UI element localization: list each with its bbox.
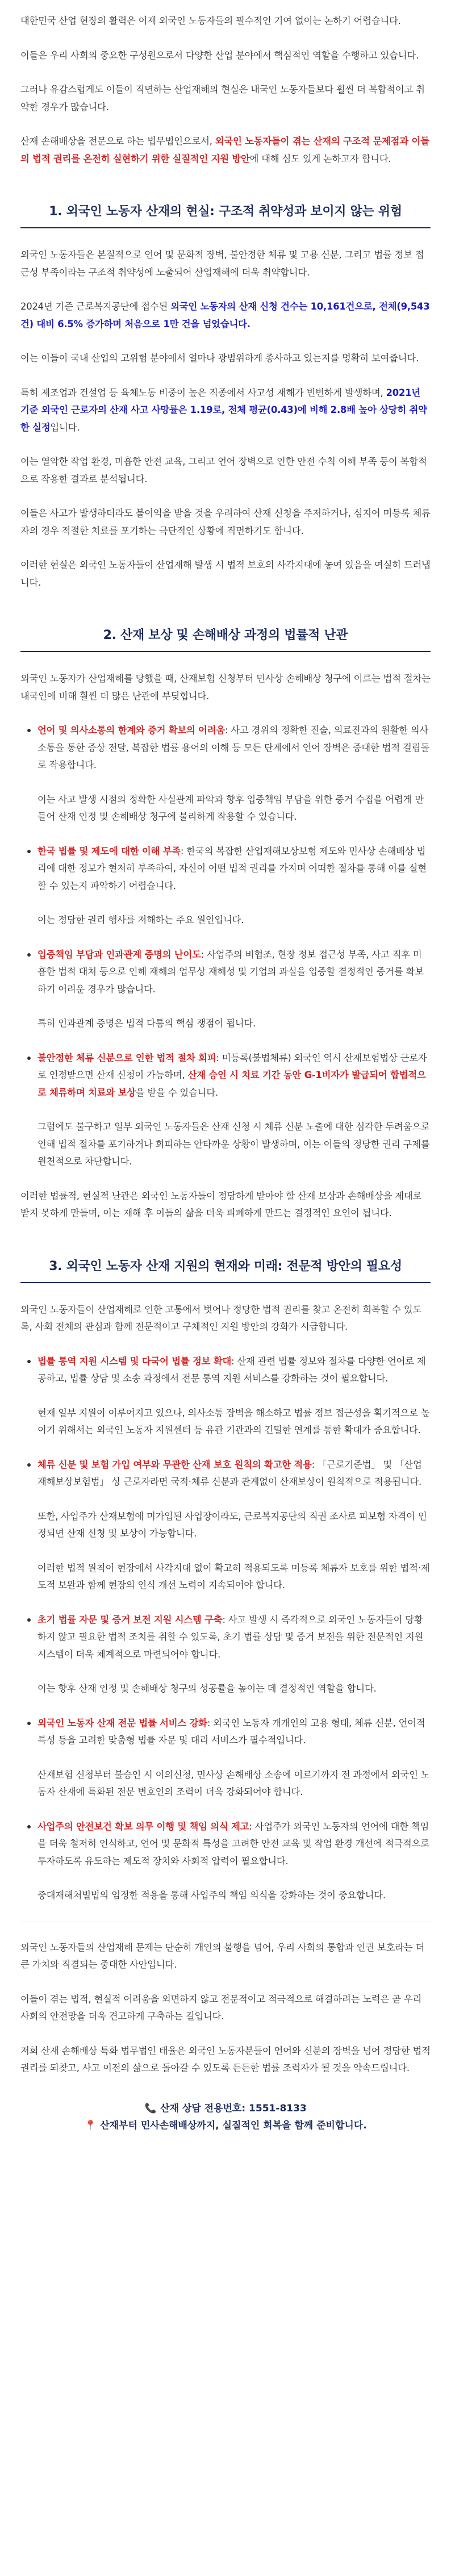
list-item: 외국인 노동자 산재 전문 법률 서비스 강화: 외국인 노동자 개개인의 고용 형태, 체류 신분, 언어적 특성 등을 고려한 맞춤형 법률 자문 및 대리 서비스가 필수적입니다. 산재보험 신청부터 불승인 시 이의신청, 민사상 손해배상 소송에 이르기까지 전 과정에서 외국인 노동자 산재에 특화된 전문 변호인의 조력이 더욱 강화되어야 합니다.	[20, 1715, 431, 1801]
body-paragraph: 이들은 사고가 발생하더라도 불이익을 받을 것을 우려하여 산재 신청을 주저하거나, 심지어 미등록 체류자의 경우 적절한 치료를 포기하는 극단적인 상황에 직면하기도 합니다.	[20, 508, 431, 536]
highlight-text: 입증책임 부담과 인과관계 증명의 난이도	[37, 949, 201, 960]
highlight-text: 언어 및 의사소통의 한계와 증거 확보의 어려움	[37, 725, 226, 736]
bullet-icon	[27, 729, 31, 732]
list-item: 불안정한 체류 신분으로 인한 법적 절차 회피: 미등록(불법체류) 외국인 역시 산재보험법상 근로자로 인정받으면 산재 신청이 가능하며, 산재 승인 시 치료 기간 동안 G-1비자가 발급되어 합법적으로 체류하며 치료와 보상을 받을 수 있습니다. 그럼에도 불구하고 일부 외국인 노동자들은 산재 신청 시 체류 신분 노출에 대한 심각한 두려움으로 인해 법적 절차를 포기하거나 회피하는 안타까운 상황이 발생하며, 이는 이들의 정당한 권리 구제를 원천적으로 차단합니다.	[20, 1050, 431, 1171]
body-paragraph: 특히 제조업과 건설업 등 육체노동 비중이 높은 직종에서 사고성 재해가 빈번하게 발생하며, 2021년 기준 외국인 근로자의 산재 사고 사망률은 1.19로, 전체 평균(0.43)에 비해 2.8배 높아 상당히 취약한 실정입니다.	[20, 387, 427, 433]
body-paragraph: 이는 열악한 작업 환경, 미흡한 안전 교육, 그리고 언어 장벽으로 인한 안전 수칙 이해 부족 등이 복합적으로 작용한 결과로 분석됩니다.	[20, 456, 427, 485]
section-2-heading: 2. 산재 보상 및 손해배상 과정의 법률적 난관	[20, 621, 431, 652]
intro-paragraph: 그러나 유감스럽게도 이들이 직면하는 산업재해의 현실은 내국인 노동자들보다 훨씬 더 복합적이고 취약한 경우가 많습니다.	[20, 84, 425, 112]
bullet-icon	[27, 1463, 31, 1467]
body-paragraph: 이는 이들이 국내 산업의 고위험 분야에서 얼마나 광범위하게 종사하고 있는지를 명확히 보여줍니다.	[20, 353, 419, 364]
solution-list	[20, 1353, 431, 1905]
body-paragraph: 외국인 노동자들이 산업재해로 인한 고통에서 벗어나 정당한 법적 권리를 찾고 온전히 회복할 수 있도록, 사회 전체의 관심과 함께 전문적이고 구체적인 지원 방안의 강화가 시급합니다.	[20, 1304, 422, 1332]
phone-icon: 📞	[144, 2102, 157, 2114]
highlight-text: 2021년 기준 외국인 근로자의 산재 사고 사망률은 1.19로, 전체 평균(0.43)에 비해 2.8배 높아 상당히 취약한 실정	[20, 387, 427, 433]
list-item: 체류 신분 및 보험 가입 여부와 무관한 산재 보호 원칙의 확고한 적용: 「근로기준법」 및 「산업재해보상보험법」 상 근로자라면 국적·체류 신분과 관계없이 산재보상이 원칙적으로 적용됩니다. 또한, 사업주가 산재보험에 미가입된 사업장이라도, 근로복지공단의 직권 조사로 피보험 자격이 인정되면 산재 신청 및 보상이 가능합니다. 이러한 법적 원칙이 현장에서 사각지대 없이 확고히 적용되도록 미등록 체류자 보호를 위한 법적·제도적 보완과 함께 현장의 인식 개선 노력이 지속되어야 합니다.	[20, 1456, 431, 1594]
list-item: 입증책임 부담과 인과관계 증명의 난이도: 사업주의 비협조, 현장 정보 접근성 부족, 사고 직후 미흡한 법적 대처 등으로 인해 재해의 업무상 재해성 및 기업의 과실을 입증할 결정적인 증거를 확보하기 어려운 경우가 많습니다. 특히 인과관계 증명은 법적 다툼의 핵심 쟁점이 됩니다.	[20, 946, 431, 1033]
list-item: 사업주의 안전보건 확보 의무 이행 및 책임 의식 제고: 사업주가 외국인 노동자의 언어에 대한 책임을 더욱 철저히 인식하고, 언어 및 문화적 특성을 고려한 안전 교육 및 작업 환경 개선에 적극적으로 투자하도록 유도하는 제도적 장치와 사회적 압력이 필요합니다. 중대재해처벌법의 엄정한 적용을 통해 사업주의 책임 의식을 강화하는 것이 중요합니다.	[20, 1818, 431, 1905]
highlight-text: 사업주의 안전보건 확보 의무 이행 및 책임 의식 제고	[37, 1821, 249, 1832]
phone-number: 산재 상담 전용번호: 1551-8133	[160, 2102, 307, 2114]
bullet-icon	[27, 1825, 31, 1828]
section-1-heading: 1. 외국인 노동자 산재의 현실: 구조적 취약성과 보이지 않는 위험	[20, 197, 431, 228]
highlight-text: 체류 신분 및 보험 가입 여부와 무관한 산재 보호 원칙의 확고한 적용	[37, 1459, 312, 1470]
pin-icon: 📍	[84, 2119, 97, 2131]
highlight-text: 법률 통역 지원 시스템 및 다국어 법률 정보 확대	[37, 1355, 232, 1367]
highlight-text: 외국인 노동자들이 겪는 산재의 구조적 문제점과 이들의 법적 권리를 온전히 실현하기 위한 실질적인 지원 방안	[20, 136, 429, 164]
bullet-icon	[27, 1360, 31, 1363]
highlight-text: 외국인 노동자의 산재 신청 건수는 10,161건으로, 전체(9,543건) 대비 6.5% 증가하며 처음으로 1만 건을 넘었습니다.	[20, 301, 430, 329]
bullet-icon	[27, 1722, 31, 1725]
issue-list	[20, 722, 431, 1171]
body-paragraph: 이러한 현실은 외국인 노동자들이 산업재해 발생 시 법적 보호의 사각지대에 놓여 있음을 여실히 드러냅니다.	[20, 560, 431, 588]
highlight-text: 초기 법률 자문 및 증거 보전 지원 시스템 구축	[37, 1614, 223, 1625]
list-item: 한국 법률 및 제도에 대한 이해 부족: 한국의 복잡한 산업재해보상보험 제도와 민사상 손해배상 법리에 대한 정보가 현저히 부족하여, 자신이 어떤 법적 권리를 가지며 어떠한 절차를 통해 이를 실현할 수 있는지 파악하기 어렵습니다. 이는 정당한 권리 행사를 저해하는 주요 원인입니다.	[20, 843, 431, 929]
closing-paragraph: 저희 산재 손해배상 특화 법무법인 태율은 외국인 노동자분들이 언어와 신분의 장벽을 넘어 정당한 법적 권리를 되찾고, 사고 이전의 삶으로 돌아갈 수 있도록 든든한 법률 조력자가 될 것을 약속드립니다.	[20, 2045, 431, 2073]
closing-paragraph: 이들이 겪는 법적, 현실적 어려움을 외면하지 않고 전문적이고 적극적으로 해결하려는 노력은 곧 우리 사회의 안전망을 더욱 견고하게 구축하는 길입니다.	[20, 1993, 422, 2022]
list-item: 언어 및 의사소통의 한계와 증거 확보의 어려움: 사고 경위의 정확한 진술, 의료진과의 원활한 의사소통을 통한 증상 전달, 복잡한 법률 용어의 이해 등 모든 단계에서 언어 장벽은 중대한 법적 걸림돌로 작용합니다. 이는 사고 발생 시점의 정확한 사실관계 파악과 향후 입증책임 부담을 위한 증거 수집을 어렵게 만들어 산재 인정 및 손해배상 청구에 불리하게 작용할 수 있습니다.	[20, 722, 431, 826]
highlight-text: 외국인 노동자 산재 전문 법률 서비스 강화	[37, 1717, 207, 1729]
highlight-text: 불안정한 체류 신분으로 인한 법적 절차 회피	[37, 1052, 216, 1063]
contact-footer	[20, 2100, 431, 2134]
intro-paragraph: 산재 손해배상을 전문으로 하는 법무법인으로서, 외국인 노동자들이 겪는 산재의 구조적 문제점과 이들의 법적 권리를 온전히 실현하기 위한 실질적인 지원 방안에 대해 심도 있게 논하고자 합니다.	[20, 136, 429, 164]
closing-paragraph: 외국인 노동자들의 산업재해 문제는 단순히 개인의 불행을 넘어, 우리 사회의 통합과 인권 보호라는 더 큰 가치와 직결되는 중대한 사안입니다.	[20, 1942, 425, 1970]
bullet-icon	[27, 1618, 31, 1622]
bullet-icon	[27, 1057, 31, 1060]
intro-paragraph: 이들은 우리 사회의 중요한 구성원으로서 다양한 산업 분야에서 핵심적인 역할을 수행하고 있습니다.	[20, 49, 419, 61]
bullet-icon	[27, 850, 31, 853]
highlight-text: 한국 법률 및 제도에 대한 이해 부족	[37, 845, 181, 857]
phone-line[interactable]	[20, 2100, 431, 2117]
body-paragraph: 2024년 기준 근로복지공단에 접수된 외국인 노동자의 산재 신청 건수는 10,161건으로, 전체(9,543건) 대비 6.5% 증가하며 처음으로 1만 건을 넘었습니다.	[20, 301, 430, 329]
section-3-heading: 3. 외국인 노동자 산재 지원의 현재와 미래: 전문적 방안의 필요성	[20, 1252, 431, 1283]
body-paragraph: 외국인 노동자들은 본질적으로 언어 및 문화적 장벽, 불안정한 체류 및 고용 신분, 그리고 법률 정보 접근성 부족이라는 구조적 취약성에 노출되어 산업재해에 더욱 취약합니다.	[20, 249, 424, 278]
body-paragraph: 외국인 노동자가 산업재해를 당했을 때, 산재보험 신청부터 민사상 손해배상 청구에 이르는 법적 절차는 내국인에 비해 훨씬 더 많은 난관에 부딪힙니다.	[20, 673, 431, 702]
list-item: 법률 통역 지원 시스템 및 다국어 법률 정보 확대: 산재 관련 법률 정보와 절차를 다양한 언어로 제공하고, 법률 상담 및 소송 과정에서 전문 통역 지원 서비스를 강화하는 것이 필요합니다. 현재 일부 지원이 이루어지고 있으나, 의사소통 장벽을 해소하고 법률 정보 접근성을 획기적으로 높이기 위해서는 외국인 노동자 지원센터 등 유관 기관과의 긴밀한 연계를 통한 확대가 중요합니다.	[20, 1353, 431, 1439]
body-paragraph: 이러한 법률적, 현실적 난관은 외국인 노동자들이 정당하게 받아야 할 산재 보상과 손해배상을 제대로 받지 못하게 만들며, 이는 재해 후 이들의 삶을 더욱 피폐하게 만드는 결정적인 요인이 됩니다.	[20, 1190, 422, 1218]
highlight-text: 산재 승인 시 치료 기간 동안 G-1비자가 발급되어 합법적으로 체류하며 치료와 보상	[37, 1070, 426, 1098]
bullet-icon	[27, 953, 31, 957]
list-item: 초기 법률 자문 및 증거 보전 지원 시스템 구축: 사고 발생 시 즉각적으로 외국인 노동자들이 당황하지 않고 필요한 법적 조치를 취할 수 있도록, 초기 법률 상담 및 증거 보전을 위한 전문적인 지원 시스템이 더욱 체계적으로 마련되어야 합니다. 이는 향후 산재 인정 및 손해배상 청구의 성공률을 높이는 데 결정적인 역할을 합니다.	[20, 1611, 431, 1698]
intro-paragraph: 대한민국 산업 현장의 활력은 이제 외국인 노동자들의 필수적인 기여 없이는 논하기 어렵습니다.	[20, 15, 401, 26]
tagline: 📍 산재부터 민사손해배상까지, 실질적인 회복을 함께 준비합니다.	[20, 2117, 431, 2134]
